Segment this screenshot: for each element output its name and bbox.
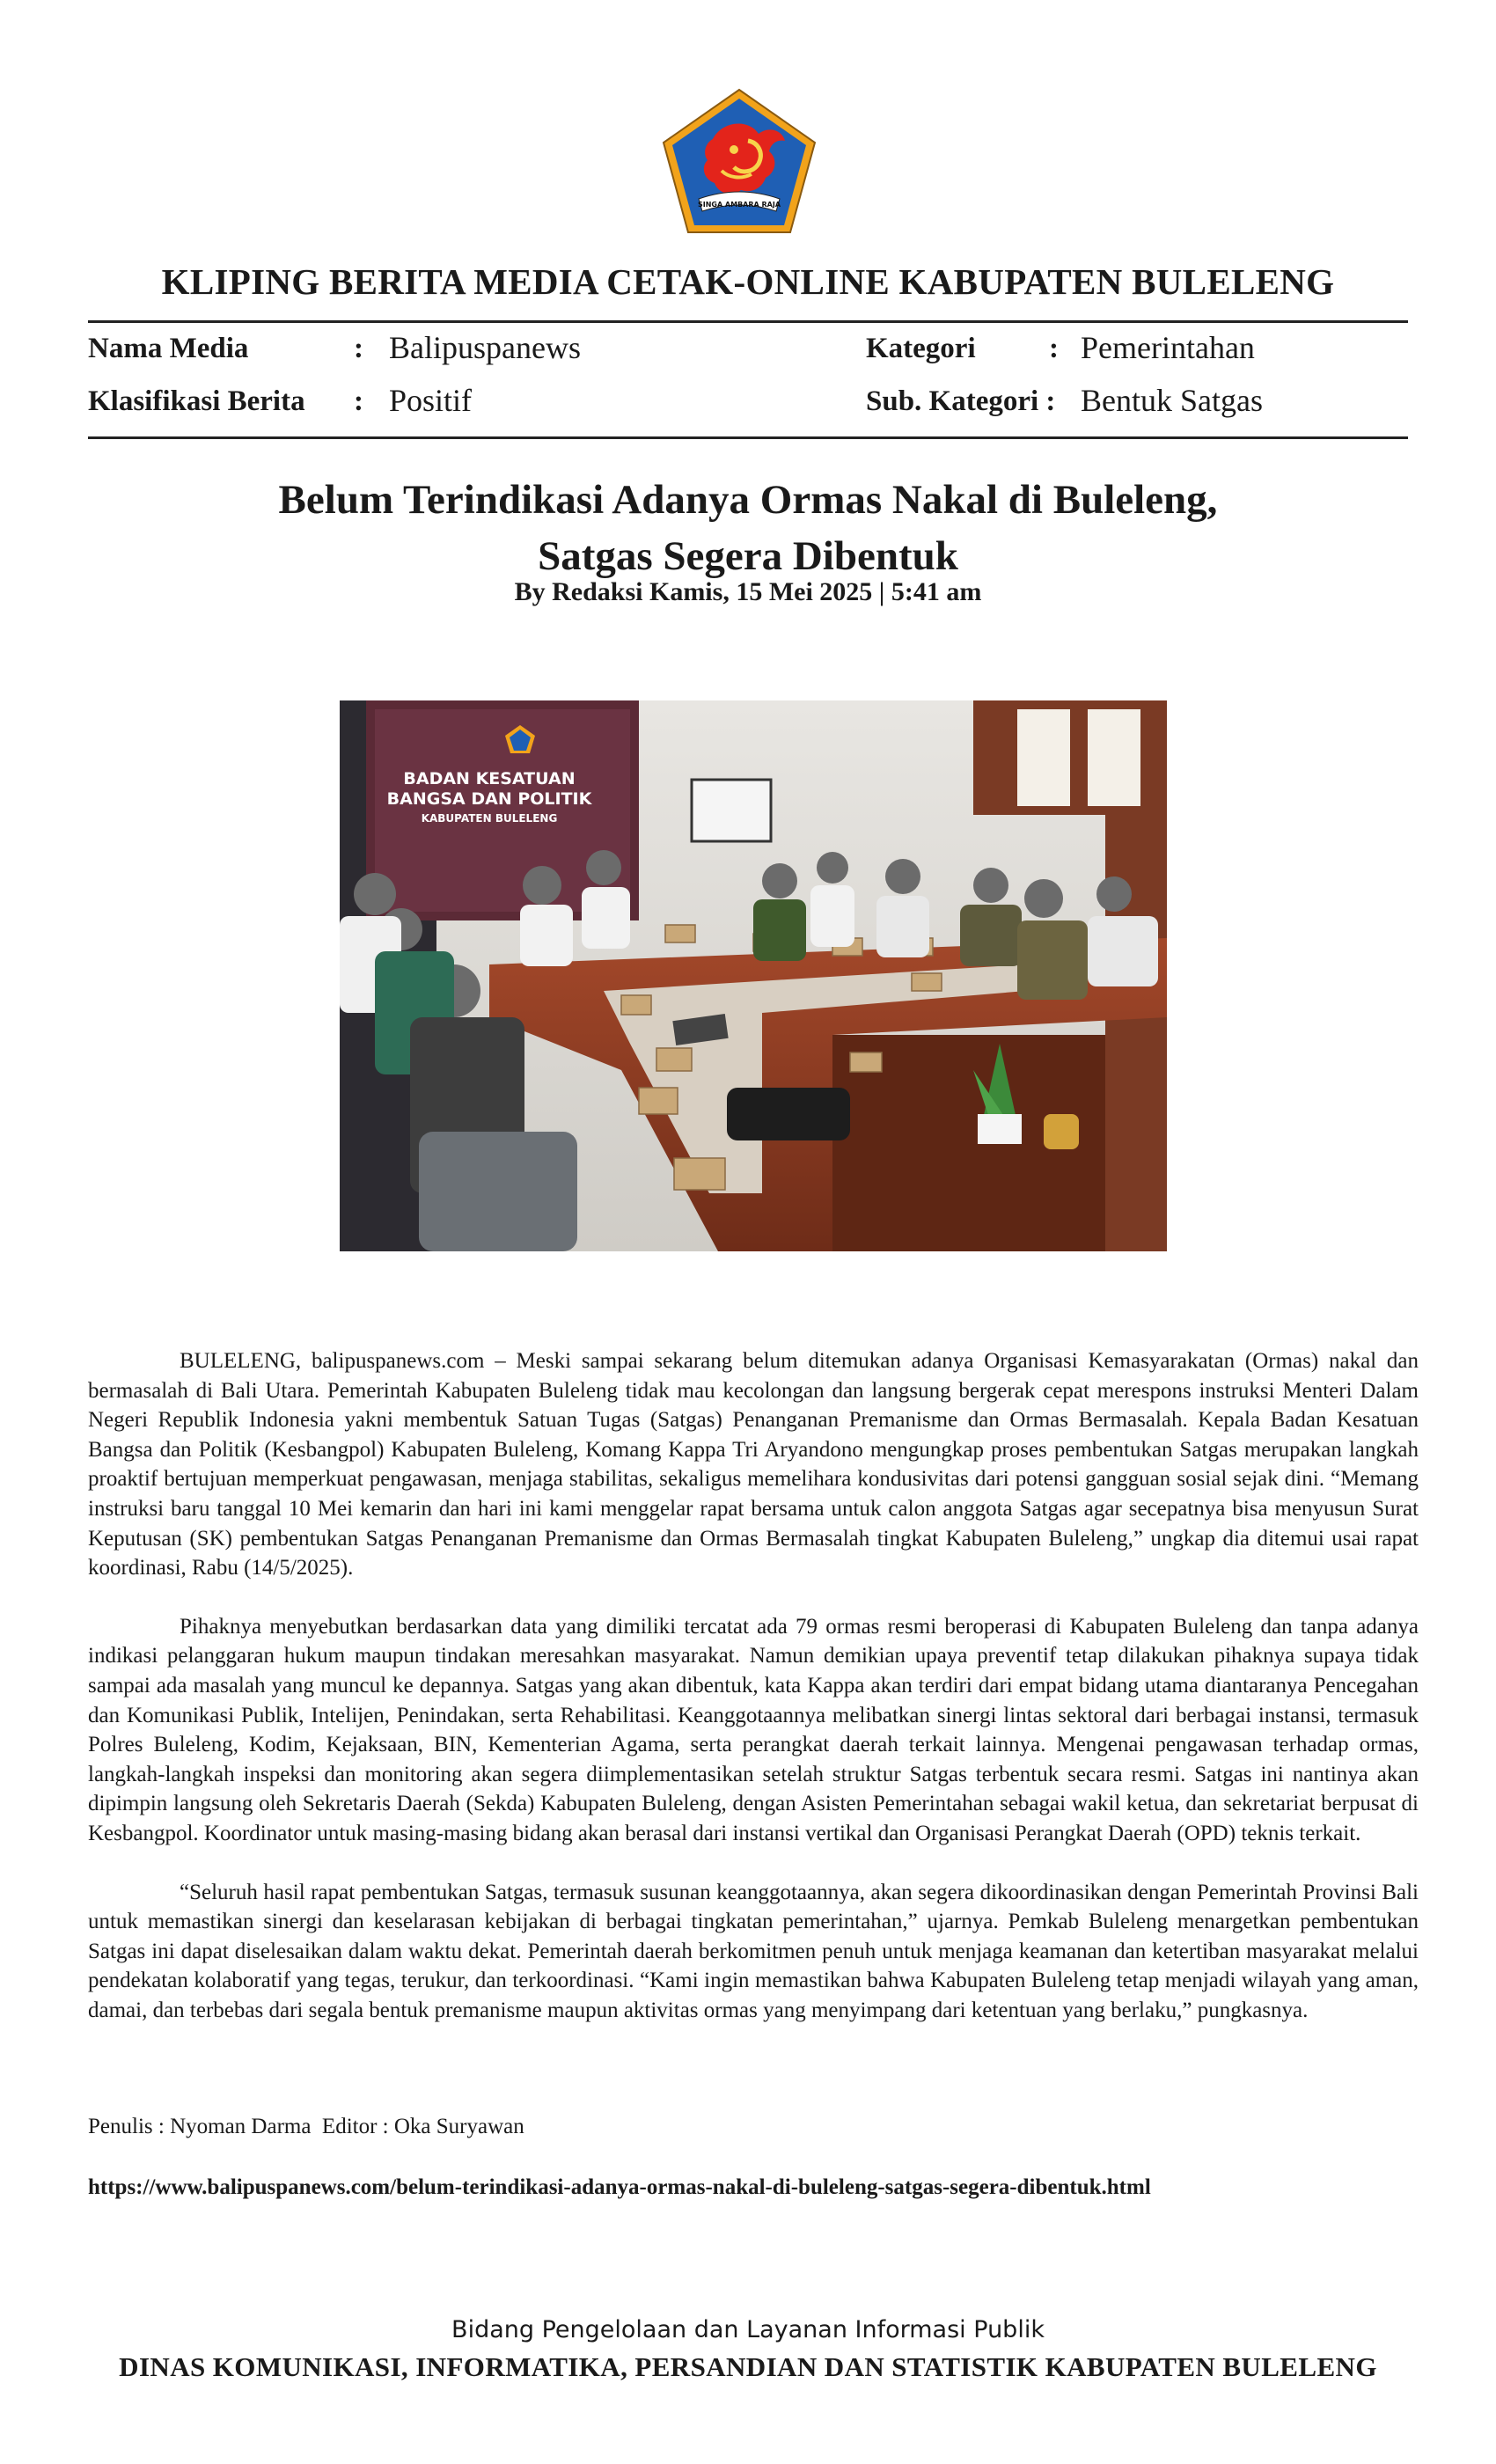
meta-klasifikasi-row	[88, 385, 792, 424]
meta-subkategori-row	[866, 385, 1408, 424]
article-photo	[340, 700, 1167, 1251]
article-paragraph-1: BULELENG, balipuspanews.com – Meski sampai sekarang belum ditemukan adanya Organisasi Kemasyarakatan (Ormas) nakal dan bermasalah di Bali Utara. Pemerintah Kabupaten Buleleng tidak mau kecolongan dan langsung bergerak cepat merespons instruksi Menteri Dalam Negeri Republik Indonesia yakni membentuk Satuan Tugas (Satgas) Penanganan Premanisme dan Ormas Bermasalah. Kepala Badan Kesatuan Bangsa dan Politik (Kesbangpol) Kabupaten Buleleng, Komang Kappa Tri Aryandono mengungkap proses pembentukan Satgas merupakan langkah proaktif bertujuan memperkuat pengawasan, menjaga stabilitas, sekaligus memelihara kondusivitas dari potensi gangguan sosial sejak dini. “Memang instruksi baru tanggal 10 Mei kemarin dan hari ini kami menggelar rapat bersama untuk calon anggota Satgas agar secepatnya bisa menyusun Surat Keputusan (SK) pembentukan Satgas Penanganan Premanisme dan Ormas Bermasalah tingkat Kabupaten Buleleng,” ungkap dia ditemui usai rapat koordinasi, Rabu (14/5/2025).	[88, 1349, 1419, 1580]
article-paragraph-2: Pihaknya menyebutkan berdasarkan data yang dimiliki tercatat ada 79 ormas resmi beroperasi di Kabupaten Buleleng dan tanpa adanya indikasi pelanggaran hukum maupun tindakan meresahkan masyarakat. Namun demikian upaya preventif tetap dilakukan pihaknya supaya tidak sampai ada masalah yang muncul ke depannya. Satgas yang akan dibentuk, kata Kappa akan terdiri dari empat bidang utama diantaranya Pencegahan dan Komunikasi Publik, Intelijen, Penindakan, serta Rehabilitasi. Keanggotaannya melibatkan sinergi lintas sektoral dari berbagai instansi, termasuk Polres Buleleng, Kodim, Kejaksaan, BIN, Kementerian Agama, serta perangkat daerah terkait lainnya. Mengenai pengawasan terhadap ormas, langkah-langkah inspeksi dan monitoring akan segera diimplementasikan setelah struktur Satgas terbentuk secara resmi. Satgas ini nantinya akan dipimpin langsung oleh Sekretaris Daerah (Sekda) Kabupaten Buleleng, dengan Asisten Pemerintahan sebagai wakil ketua, dan sekretariat berpusat di Kesbangpol. Koordinator untuk masing-masing bidang akan berasal dari instansi vertikal dan Organisasi Perangkat Daerah (OPD) teknis terkait.	[88, 1614, 1419, 1845]
meta-media-row	[88, 330, 792, 371]
article-title-line1: Belum Terindikasi Adanya Ormas Nakal di Buleleng,	[278, 477, 1218, 523]
article-paragraph-3: “Seluruh hasil rapat pembentukan Satgas, termasuk susunan keanggotaannya, akan segera dikoordinasikan dengan Pemerintah Provinsi Bali untuk memastikan sinergi dan keselarasan kebijakan di berbagai tingkatan pemerintahan,” ujarnya. Pemkab Buleleng menargetkan pembentukan Satgas ini dapat diselesaikan dalam waktu dekat. Pemerintah daerah berkomitmen penuh untuk menjaga keamanan dan ketertiban masyarakat melalui pendekatan kolaboratif yang tegas, terukur, dan terkoordinasi. “Kami ingin memastikan bahwa Kabupaten Buleleng tetap menjadi wilayah yang aman, damai, dan terbebas dari segala bentuk premanisme maupun aktivitas ormas yang menyimpang dari ketentuan yang berlaku,” pungkasnya.	[88, 1880, 1419, 2022]
header-bottom-rule	[88, 436, 1408, 439]
meeting-room-photo	[340, 700, 1167, 1251]
kategori-colon: :	[1049, 333, 1059, 364]
header-top-rule	[88, 320, 1408, 323]
article-source-url[interactable]: https://www.balipuspanews.com/belum-terindikasi-adanya-ormas-nakal-di-buleleng-satgas-segera-dibentuk.html	[88, 2175, 1151, 2199]
kategori-value: Pemerintahan	[1081, 330, 1255, 365]
article-title	[88, 472, 1408, 584]
article-credit: Penulis : Nyoman Darma Editor : Oka Suryawan	[88, 2115, 524, 2138]
subkategori-label: Sub. Kategori :	[866, 385, 1056, 417]
meta-kategori-row	[866, 330, 1408, 371]
kategori-label: Kategori	[866, 333, 976, 364]
lion-emblem-icon	[660, 86, 818, 236]
klasifikasi-label: Klasifikasi Berita	[88, 385, 305, 417]
buleleng-logo	[660, 86, 818, 236]
article-title-line2: Satgas Segera Dibentuk	[538, 533, 958, 579]
wall-sign-line2: BANGSA DAN POLITIK	[386, 789, 592, 809]
subkategori-value: Bentuk Satgas	[1081, 383, 1263, 418]
article-byline: By Redaksi Kamis, 15 Mei 2025 | 5:41 am	[514, 577, 982, 606]
wall-sign-line3: KABUPATEN BULELENG	[421, 812, 558, 825]
wall-sign-line1: BADAN KESATUAN	[403, 769, 576, 788]
media-colon: :	[354, 333, 363, 364]
kliping-title: KLIPING BERITA MEDIA CETAK-ONLINE KABUPATEN BULELENG	[161, 261, 1335, 302]
media-value: Balipuspanews	[389, 330, 581, 365]
article-body	[88, 1346, 1419, 2054]
footer-department: Bidang Pengelolaan dan Layanan Informasi Publik	[451, 2316, 1045, 2343]
logo-motto: SINGA AMBARA RAJA	[697, 201, 781, 209]
klasifikasi-colon: :	[354, 385, 363, 417]
footer-agency: DINAS KOMUNIKASI, INFORMATIKA, PERSANDIAN DAN STATISTIK KABUPATEN BULELENG	[119, 2351, 1377, 2382]
media-label: Nama Media	[88, 333, 249, 364]
klasifikasi-value: Positif	[389, 383, 473, 418]
